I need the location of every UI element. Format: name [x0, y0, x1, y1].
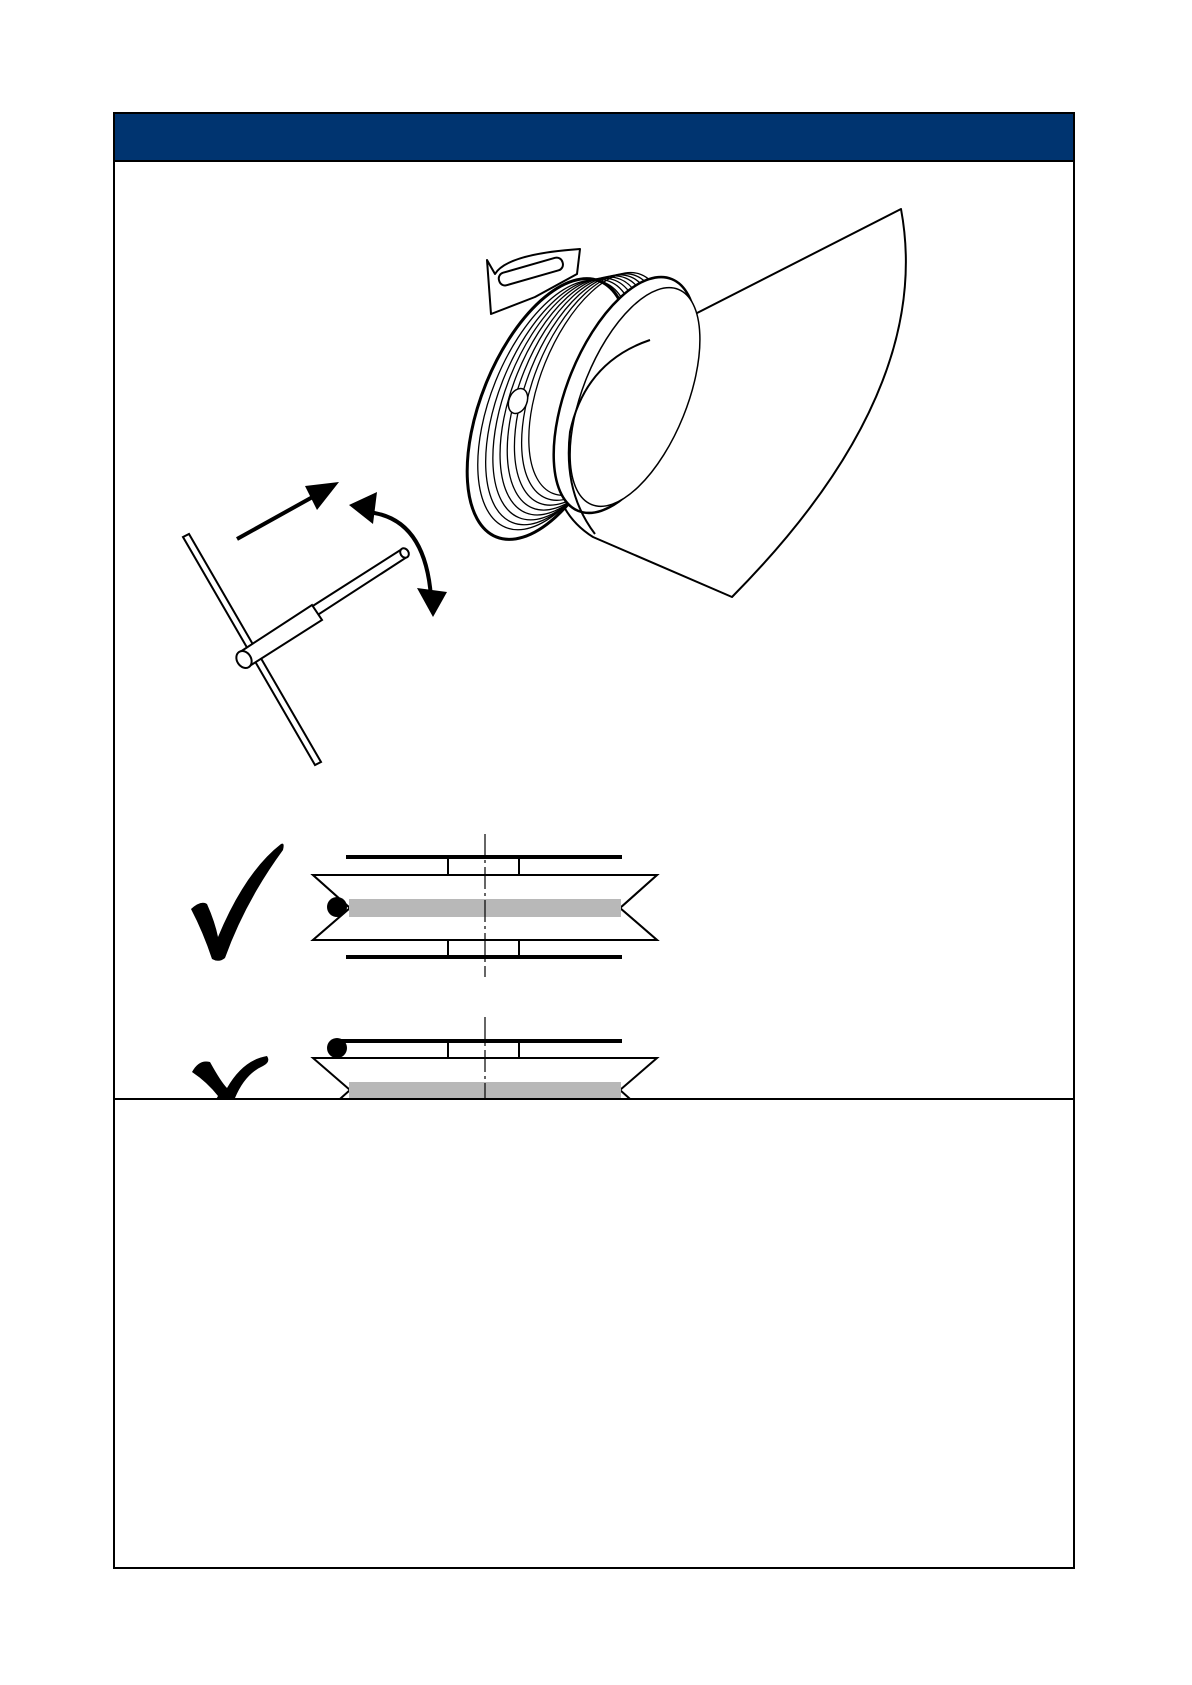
t-handle-key-icon — [183, 534, 411, 765]
cord-end-incorrect — [327, 1038, 347, 1058]
check-mark-icon — [191, 844, 284, 961]
incorrect-position-diagram — [313, 1017, 657, 1100]
instruction-panel — [113, 112, 1075, 1569]
correct-position-diagram — [313, 834, 657, 977]
instruction-text-area — [115, 1100, 1073, 1567]
installation-illustration — [115, 162, 1073, 1100]
push-arrow-icon — [237, 482, 339, 539]
cord-end-correct — [327, 897, 347, 917]
roller-tube-spring-icon — [434, 209, 906, 597]
panel-header-bar — [115, 114, 1073, 162]
cross-mark-icon — [192, 1056, 269, 1100]
